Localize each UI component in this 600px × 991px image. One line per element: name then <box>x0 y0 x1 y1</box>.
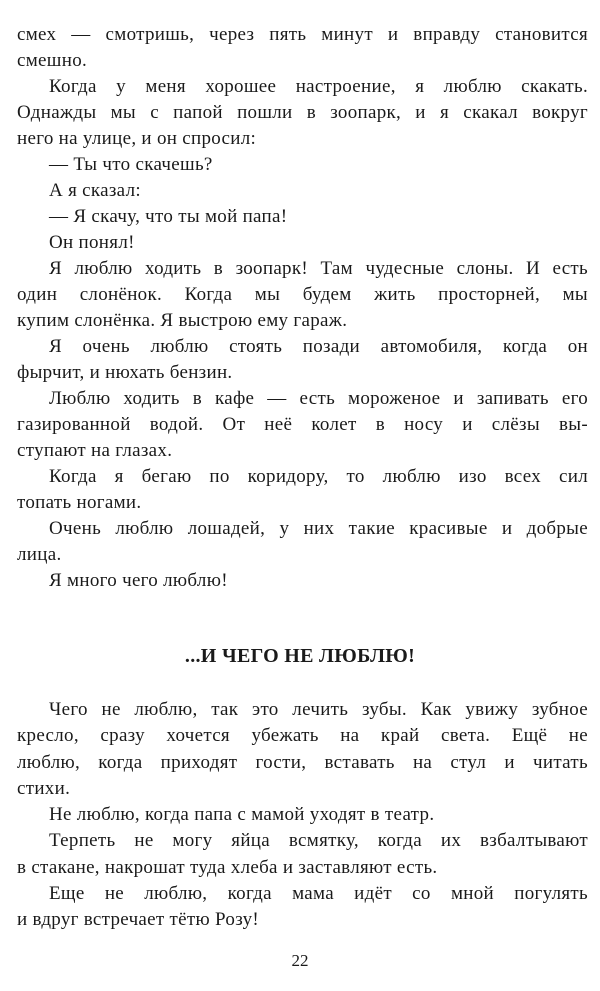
text-line: купим слонёнка. Я выстрою ему гараж. <box>17 310 348 331</box>
text-line: — Я скачу, что ты мой папа! <box>49 206 288 227</box>
text-line: Терпеть не могу яйца всмятку, когда их взбалтывают <box>49 830 588 852</box>
text-line: — Ты что скачешь? <box>49 154 213 175</box>
text-line: Я много чего люблю! <box>49 570 228 591</box>
text-line: топать ногами. <box>17 492 142 513</box>
text-line: Когда я бегаю по коридору, то люблю изо всех сил <box>49 466 588 487</box>
text-section-loves <box>17 22 588 594</box>
text-line: Еще не люблю, когда мама идёт со мной погулять <box>49 883 588 905</box>
text-line: в стакане, накрошат туда хлеба и заставляют есть. <box>17 856 438 878</box>
text-line: стихи. <box>17 777 71 799</box>
text-line: Он понял! <box>49 232 135 253</box>
text-line: один слонёнок. Когда мы будем жить просторней, мы <box>17 284 588 305</box>
text-line: Однажды мы с папой пошли в зоопарк, и я скакал вокруг <box>17 102 588 123</box>
text-line: газированной водой. От неё колет в носу и слёзы вы- <box>17 414 588 435</box>
text-line: фырчит, и нюхать бензин. <box>17 362 233 383</box>
text-line: ступают на глазах. <box>17 440 173 461</box>
text-line: лица. <box>17 544 62 565</box>
text-line: смех — смотришь, через пять минут и вправду становится <box>17 24 588 45</box>
text-line: люблю, когда приходят гости, вставать на стул и читать <box>17 751 588 773</box>
text-line: Когда у меня хорошее настроение, я люблю скакать. <box>49 76 588 97</box>
text-line: смешно. <box>17 50 88 71</box>
text-line: Не люблю, когда папа с мамой уходят в театр. <box>49 804 435 826</box>
text-line: Я очень люблю стоять позади автомобиля, когда он <box>49 336 588 357</box>
text-line: Чего не люблю, так это лечить зубы. Как увижу зубное <box>49 699 588 720</box>
section-heading: ...И ЧЕГО НЕ ЛЮБЛЮ! <box>184 645 416 667</box>
text-line: Я люблю ходить в зоопарк! Там чудесные слоны. И есть <box>49 258 588 279</box>
text-section-dislikes <box>17 697 588 934</box>
text-line: А я сказал: <box>49 180 141 201</box>
text-line: Люблю ходить в кафе — есть мороженое и запивать его <box>49 388 588 409</box>
text-line: и вдруг встречает тётю Розу! <box>17 909 260 931</box>
text-line: кресло, сразу хочется убежать на край света. Ещё не <box>17 725 588 747</box>
page-number: 22 <box>291 951 309 970</box>
text-line: него на улице, и он спросил: <box>17 128 257 149</box>
text-line: Очень люблю лошадей, у них такие красивые и добрые <box>49 518 588 539</box>
